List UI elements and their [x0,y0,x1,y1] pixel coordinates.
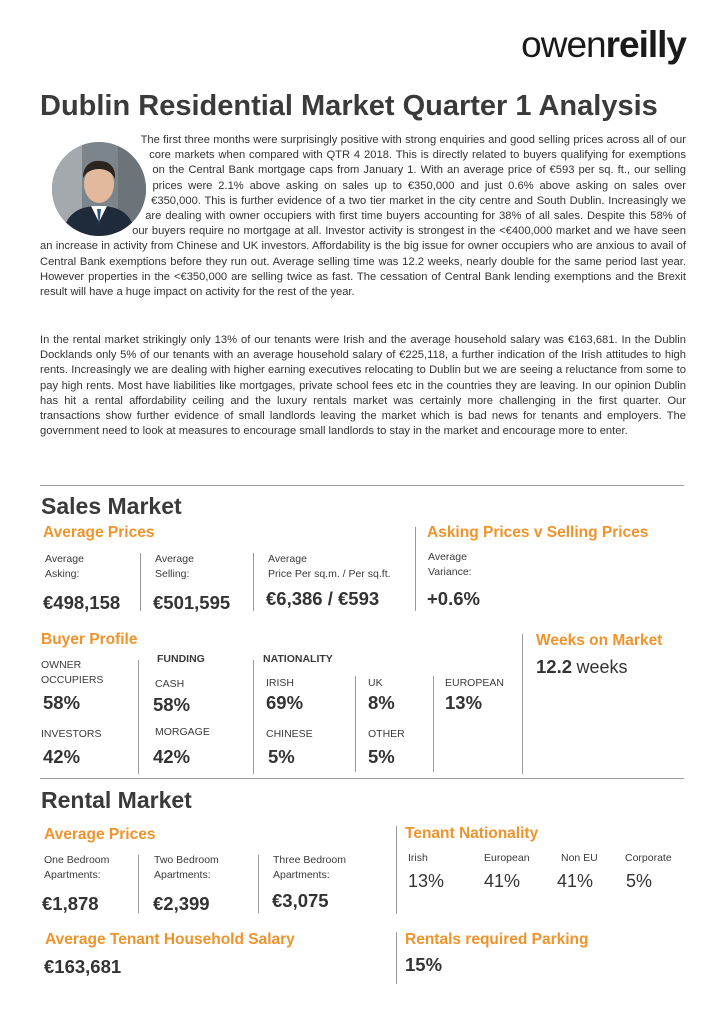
owner-occupiers-label [41,658,103,688]
avg-selling-label-line1: Average [155,553,194,565]
avg-variance-label-line1: Average [428,551,467,563]
buyer-uk-value: 8% [368,692,395,713]
brand-logo-part1: owen [521,24,606,65]
avg-variance-value: +0.6% [427,588,480,609]
avg-variance-label-line2: Variance: [428,566,472,578]
avg-asking-value: €498,158 [43,592,121,613]
avg-asking-label [45,552,84,582]
one-bed-label-line1: One Bedroom [44,854,110,866]
price-per-sq-label-line1: Average [268,553,307,565]
funding-heading: FUNDING [157,653,205,665]
photo-spacer [40,133,157,231]
avg-household-salary-value: €163,681 [44,956,122,977]
tenant-corporate-label: Corporate [625,852,672,864]
price-per-sq-label-line2: Price Per sq.m. / Per sq.ft. [268,568,391,580]
divider [433,676,434,772]
tenant-corporate-value: 5% [626,871,653,891]
tenant-noneu-value: 41% [557,871,594,891]
weeks-on-market-heading: Weeks on Market [536,632,663,649]
avg-selling-label [155,552,194,582]
tenant-irish-label: Irish [408,852,428,864]
investors-value: 42% [43,746,81,767]
tenant-irish-value: 13% [408,871,445,891]
investors-label: INVESTORS [41,728,102,740]
divider [355,676,356,772]
divider [140,553,141,611]
mortgage-value: 42% [153,746,191,767]
brand-logo [521,26,686,63]
page-title: Dublin Residential Market Quarter 1 Analysis [40,90,658,122]
owner-occupiers-label-line1: OWNER [41,659,82,671]
avg-household-salary-heading: Average Tenant Household Salary [45,931,295,948]
rental-avg-prices-heading: Average Prices [44,826,156,843]
owner-occupiers-label-line2: OCCUPIERS [41,674,104,686]
two-bed-label-line1: Two Bedroom [154,854,219,866]
divider [253,553,254,611]
tenant-nationality-heading: Tenant Nationality [405,825,539,842]
intro-paragraph [40,133,686,300]
rental-market-heading: Rental Market [41,787,192,813]
price-per-sq-label [268,552,391,582]
sales-avg-prices-heading: Average Prices [43,524,155,541]
sales-market-heading: Sales Market [41,493,182,519]
divider [138,855,139,913]
weeks-number: 12.2 [536,656,573,677]
divider [396,826,397,914]
two-bed-label-line2: Apartments: [154,869,211,881]
tenant-noneu-label: Non EU [561,852,598,864]
divider [138,660,139,774]
buyer-european-label: EUROPEAN [445,677,504,689]
weeks-on-market-value [536,656,628,678]
tenant-european-value: 41% [484,871,521,891]
asking-v-selling-heading: Asking Prices v Selling Prices [427,524,649,541]
cash-value: 58% [153,694,191,715]
two-bed-label [154,853,219,883]
rental-paragraph: In the rental market strikingly only 13% of our tenants were Irish and the average household salary was €163,681. In the Dublin Docklands only 5% of our tenants with an average household salary of €225,118, a further indication of the Irish attitudes to high rents. Increasingly we are dealing with higher earning executives relocating to Dublin but we are seeing a reluctance from some to pay high rents. Most have liabilities like mortgages, private school fees etc in the countries they are leaving. In our opinion Dublin has hit a rental affordability ceiling and the luxury rentals market was certainly more challenging in the first quarter. Our transactions show further evidence of small landlords leaving the market which is bad news for tenants and employers. The government need to look at measures to encourage small landlords to stay in the market and encourage more to enter. [40,334,686,438]
divider [396,932,397,984]
nationality-heading: NATIONALITY [263,653,333,665]
divider [40,485,684,486]
avg-selling-label-line2: Selling: [155,568,190,580]
mortgage-label: MORGAGE [155,726,210,738]
intro-text: The first three months were surprisingly positive with strong enquiries and good selling prices across all of our core markets when compared with QTR 4 2018. This is directly related to buyers qualifying for exemptions on the Central Bank mortgage caps from January 1. With an average price of €593 per sq. ft., our selling prices were 2.1% above asking on sales up to €350,000 and just 0.6% above asking on sales over €350,000. This is further evidence of a two tier market in the city centre and South Dublin. Increasingly we are dealing with owner occupiers with first time buyers accounting for 38% of all sales. Despite this 58% of our buyers require no mortgage at all. Investor activity is strongest in the <€400,000 market and we have seen an increase in activity from Chinese and UK investors. Affordability is the big issue for owner occupiers who are anxious to avail of Central Bank exemptions before they run out. Average selling time was 12.2 weeks, nearly double for the same period last year. However properties in the <€350,000 are selling twice as fast. The cessation of Central Bank lending exemptions and the Brexit result will have a huge impact on activity for the rest of the year. [40,134,686,299]
divider [40,778,684,779]
three-bed-label [273,853,346,883]
tenant-european-label: European [484,852,530,864]
two-bed-value: €2,399 [153,893,210,914]
buyer-chinese-value: 5% [268,746,295,767]
divider [522,634,523,774]
weeks-unit: weeks [576,657,628,677]
buyer-other-value: 5% [368,746,395,767]
owner-occupiers-value: 58% [43,692,81,713]
one-bed-label [44,853,109,883]
rentals-parking-value: 15% [405,954,443,975]
price-per-sq-value: €6,386 / €593 [266,588,380,609]
rentals-parking-heading: Rentals required Parking [405,931,589,948]
cash-label: CASH [155,678,185,690]
three-bed-label-line1: Three Bedroom [273,854,346,866]
three-bed-value: €3,075 [272,890,329,911]
buyer-other-label: OTHER [368,728,405,740]
divider [258,855,259,913]
avg-asking-label-line1: Average [45,553,84,565]
avg-selling-value: €501,595 [153,592,231,613]
brand-logo-part2: reilly [605,24,686,65]
buyer-irish-value: 69% [266,692,304,713]
buyer-chinese-label: CHINESE [266,728,313,740]
buyer-irish-label: IRISH [266,677,295,689]
divider [253,660,254,774]
buyer-uk-label: UK [368,677,383,689]
three-bed-label-line2: Apartments: [273,869,330,881]
avg-variance-label [428,550,472,580]
one-bed-value: €1,878 [42,893,99,914]
one-bed-label-line2: Apartments: [44,869,101,881]
buyer-european-value: 13% [445,692,483,713]
buyer-profile-heading: Buyer Profile [41,631,138,648]
divider [415,527,416,611]
avg-asking-label-line2: Asking: [45,568,80,580]
